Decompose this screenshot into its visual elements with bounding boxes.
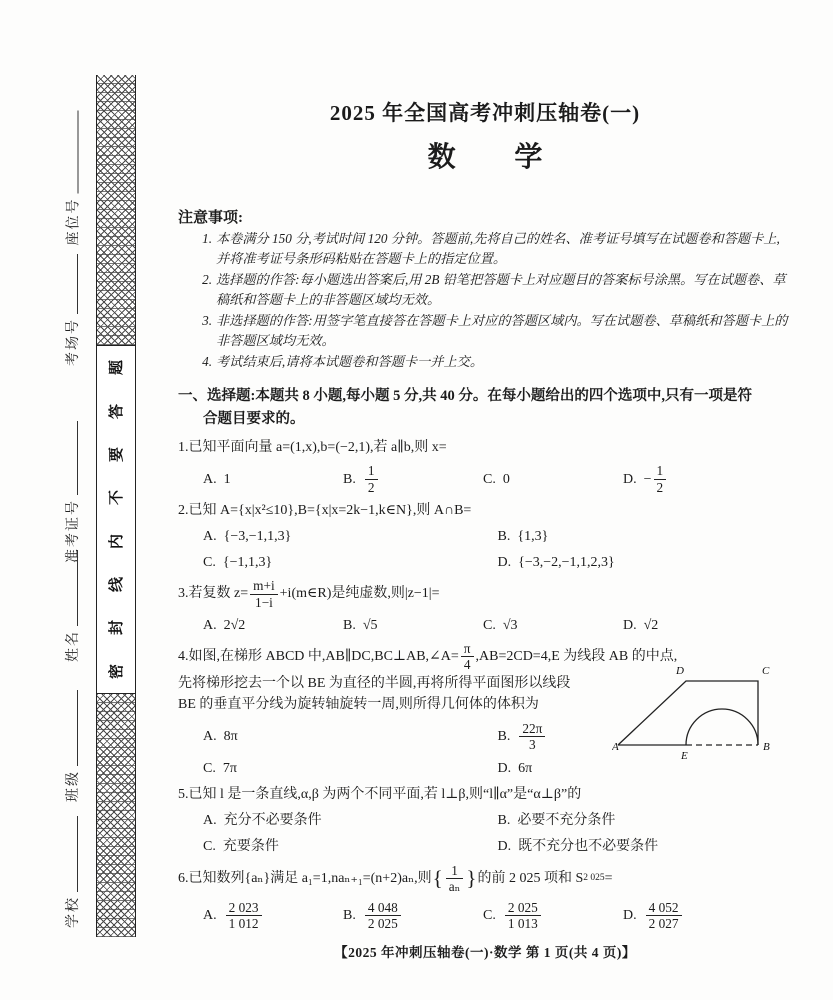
seal-char: 要 bbox=[109, 446, 126, 462]
question-6 bbox=[178, 862, 792, 931]
question-5-options-row1 bbox=[203, 810, 792, 831]
question-4-stem-line2: 先将梯形挖去一个以 BE 为直径的半圆,再将所得平面图形以线段 bbox=[178, 675, 571, 691]
question-6-stem: 6.已知数列{aₙ}满足 a₁=1,naₙ₊₁=(n+2)aₙ,则 { $\frac{1}{\text{aₙ}}$ } 的前 2 025 项和 S 2 025 = bbox=[178, 862, 613, 894]
seal-line-text bbox=[97, 346, 135, 693]
subject-title: 数学 bbox=[427, 142, 602, 173]
notice-item-number: 2. bbox=[202, 271, 212, 287]
option-c: C. {−1,1,3} bbox=[203, 555, 273, 571]
vertex-label-a: A bbox=[612, 741, 619, 754]
field-label-admission-ticket bbox=[62, 421, 82, 563]
section-heading bbox=[178, 385, 792, 431]
fraction: $\frac{1}{2}$ bbox=[365, 463, 378, 495]
binding-pattern-top bbox=[97, 75, 135, 346]
field-label-text: 考场号 bbox=[66, 318, 81, 366]
option-d: D. $\frac{4 052}{2 027}$ bbox=[623, 900, 763, 932]
option-b: B. {1,3} bbox=[497, 529, 549, 545]
question-2-stem: 2.已知 A={x|x²≤10},B={x|x=2k−1,k∈N},则 A∩B= bbox=[178, 502, 472, 518]
notice-item-text: 非选择题的作答:用签字笔直接答在答题卡上对应的答题区域内。写在试题卷、草稿纸和答题卡上的非答题区域均无效。 bbox=[216, 312, 788, 349]
vertex-label-d: D bbox=[676, 665, 684, 678]
option-c: C. 0 bbox=[483, 471, 510, 487]
option-b: B. √5 bbox=[343, 618, 378, 634]
question-3 bbox=[178, 578, 792, 636]
vertex-label-b: B bbox=[763, 741, 770, 754]
notice-item-number: 3. bbox=[202, 312, 212, 328]
question-5-options-row2 bbox=[203, 836, 792, 857]
option-c: C. 7π bbox=[203, 760, 237, 776]
fraction: $\frac{4 048}{2 025}$ bbox=[365, 900, 401, 932]
option-b: B. $\frac{22\pi}{3}$ bbox=[498, 721, 793, 753]
option-d: D. − $\frac{1}{2}$ bbox=[623, 463, 763, 495]
option-a: A. 1 bbox=[203, 471, 231, 487]
notice-list bbox=[192, 229, 792, 372]
binding-pattern-bottom bbox=[97, 693, 135, 937]
left-brace: { bbox=[432, 866, 443, 891]
right-brace: } bbox=[466, 866, 477, 891]
fill-in-line bbox=[76, 816, 78, 892]
notice-item-text: 考试结束后,请将本试题卷和答题卡一并上交。 bbox=[216, 353, 484, 369]
question-2 bbox=[178, 500, 792, 574]
option-b: B. $\frac{1}{2}$ bbox=[343, 463, 483, 495]
notice-item-number: 4. bbox=[202, 353, 212, 369]
notice-item-number: 1. bbox=[202, 231, 212, 246]
option-a: A. 充分不必要条件 bbox=[203, 813, 322, 829]
s-subscript: 2 025 bbox=[583, 873, 605, 884]
field-label-text: 学校 bbox=[66, 896, 81, 928]
seal-char: 不 bbox=[109, 490, 126, 506]
question-1-stem: 1.已知平面向量 a=(1,x),b=(−2,1),若 a∥b,则 x= bbox=[178, 439, 447, 455]
fraction: $\frac{1}{\text{aₙ}}$ bbox=[446, 863, 464, 895]
notice-item bbox=[192, 352, 792, 372]
seal-char: 线 bbox=[109, 577, 126, 593]
fraction: $\frac{2 025}{1 013}$ bbox=[505, 900, 541, 932]
seal-char: 答 bbox=[109, 403, 126, 419]
option-c: C. √3 bbox=[483, 618, 518, 634]
option-c: C. 充要条件 bbox=[203, 839, 279, 855]
question-1-options bbox=[203, 463, 792, 495]
notice-item bbox=[192, 229, 792, 270]
seal-char: 内 bbox=[109, 533, 126, 549]
option-d: D. {−3,−2,−1,1,2,3} bbox=[497, 555, 615, 571]
option-a: A. {−3,−1,1,3} bbox=[203, 529, 292, 545]
question-4 bbox=[178, 641, 792, 779]
question-2-options-row1 bbox=[203, 526, 792, 547]
field-label-school bbox=[62, 816, 82, 928]
field-label-text: 准考证号 bbox=[66, 499, 81, 563]
option-b: B. $\frac{4 048}{2 025}$ bbox=[343, 900, 483, 932]
notice-heading: 注意事项: bbox=[178, 210, 243, 226]
field-label-text: 姓名 bbox=[66, 630, 81, 662]
fraction: $\frac{2 023}{1 012}$ bbox=[226, 900, 262, 932]
option-b: B. 必要不充分条件 bbox=[497, 813, 616, 829]
section-heading-line2: 合题目要求的。 bbox=[203, 411, 305, 428]
notice-item bbox=[192, 270, 792, 311]
question-3-options bbox=[203, 615, 792, 636]
fraction: $\frac{4 052}{2 027}$ bbox=[646, 900, 682, 932]
binding-seal-strip bbox=[96, 75, 136, 937]
seal-char: 密 bbox=[109, 663, 126, 679]
notice-item-text: 选择题的作答:每小题选出答案后,用 2B 铅笔把答题卡上对应题目的答案标号涂黑。写在试题卷、草稿纸和答题卡上的非答题区域均无效。 bbox=[216, 271, 786, 308]
question-1 bbox=[178, 437, 792, 495]
option-c: C. $\frac{2 025}{1 013}$ bbox=[483, 900, 623, 932]
page-footer: 【2025 年冲刺压轴卷(一)·数学 第 1 页(共 4 页)】 bbox=[334, 945, 636, 961]
question-5-stem: 5.已知 l 是一条直线,α,β 为两个不同平面,若 l⊥β,则“l∥α”是“α⊥β”的 bbox=[178, 786, 582, 802]
question-3-stem: 3.若复数 z= $\frac{m+i}{1-i}$ +i(m∈R)是纯虚数,则|z−1|= bbox=[178, 578, 440, 610]
fill-in-line bbox=[76, 421, 78, 495]
notice-item bbox=[192, 311, 792, 352]
option-a: A. 2√2 bbox=[203, 618, 246, 634]
field-label-text: 班级 bbox=[66, 770, 81, 802]
fraction: $\frac{22\pi}{3}$ bbox=[519, 721, 545, 753]
fill-in-line bbox=[76, 550, 78, 626]
vertex-label-c: C bbox=[762, 665, 770, 678]
option-d: D. √2 bbox=[623, 618, 659, 634]
fill-in-line bbox=[76, 254, 78, 314]
seal-char: 题 bbox=[109, 360, 126, 376]
fraction: $\frac{m+i}{1-i}$ bbox=[250, 578, 278, 610]
seal-char: 封 bbox=[109, 620, 126, 636]
question-6-options bbox=[203, 900, 792, 932]
field-label-seat-number bbox=[63, 111, 83, 246]
field-label-class bbox=[62, 690, 82, 802]
question-5 bbox=[178, 784, 792, 858]
section-heading-line1: 一、选择题:本题共 8 小题,每小题 5 分,共 40 分。在每小题给出的四个选项中,只有一项是符 bbox=[178, 388, 752, 405]
field-label-name bbox=[62, 550, 82, 662]
page-title: 2025 年全国高考冲刺压轴卷(一) bbox=[329, 101, 641, 125]
question-4-stem-line3: BE 的垂直平分线为旋转轴旋转一周,则所得几何体的体积为 bbox=[178, 697, 539, 713]
option-d: D. 既不充分也不必要条件 bbox=[497, 839, 659, 855]
vertex-label-e: E bbox=[681, 750, 688, 763]
question-2-options-row2 bbox=[203, 552, 792, 573]
option-a: A. 8π bbox=[203, 729, 238, 745]
field-label-text: 座位号 bbox=[66, 197, 82, 246]
trapezoid-figure bbox=[612, 655, 792, 765]
field-label-exam-room bbox=[62, 254, 82, 366]
fill-in-line bbox=[77, 111, 79, 194]
question-4-stem-line1: 4.如图,在梯形 ABCD 中,AB∥DC,BC⊥AB,∠A= $\frac{\pi}{4}$ ,AB=2CD=4,E 为线段 AB 的中点, bbox=[178, 641, 678, 673]
fraction: $\frac{1}{2}$ bbox=[654, 463, 667, 495]
option-a: A. $\frac{2 023}{1 012}$ bbox=[203, 900, 343, 932]
notice-item-text: 本卷满分 150 分,考试时间 120 分钟。答题前,先将自己的姓名、准考证号填写在试题卷和答题卡上,并将准考证号条形码粘贴在答题卡上的指定位置。 bbox=[216, 231, 780, 267]
option-d: D. 6π bbox=[497, 760, 533, 776]
fraction: $\frac{\pi}{4}$ bbox=[461, 641, 474, 673]
main-content bbox=[178, 98, 792, 961]
fill-in-line bbox=[76, 690, 78, 766]
